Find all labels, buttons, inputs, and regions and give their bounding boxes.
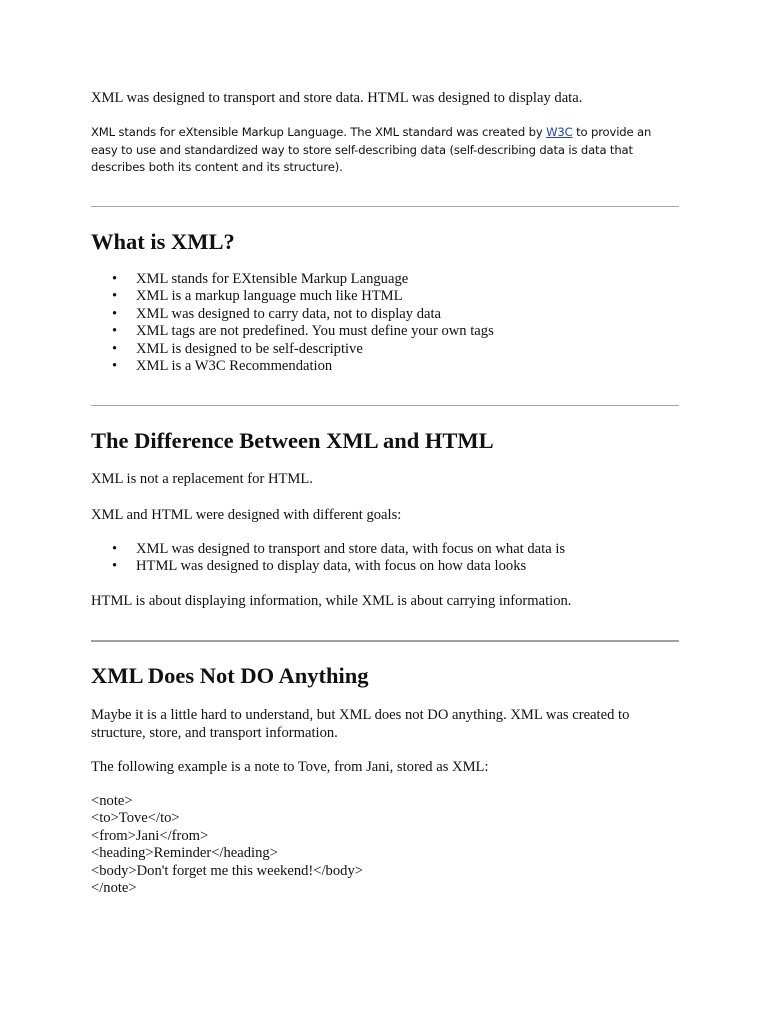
list-item: • XML is a W3C Recommendation — [112, 358, 333, 375]
list-item: • XML is a markup language much like HTML — [112, 288, 403, 305]
code-line: <body>Don't forget me this weekend!</body> — [91, 862, 363, 879]
code-line: <from>Jani</from> — [91, 827, 209, 844]
divider-3 — [91, 640, 679, 642]
list-item: • HTML was designed to display data, with focus on how data looks — [112, 558, 527, 575]
list-item: • XML is designed to be self-descriptive — [112, 340, 363, 357]
code-line: <heading>Reminder</heading> — [91, 845, 278, 862]
bullet-icon: • — [112, 305, 118, 322]
heading-does-nothing: XML Does Not DO Anything — [91, 663, 369, 688]
intro-text-before-link: XML stands for eXtensible Markup Language. The XML standard was created by — [91, 125, 547, 139]
code-line: </note> — [91, 880, 137, 897]
heading-difference: The Difference Between XML and HTML — [91, 428, 494, 453]
list-item: • XML tags are not predefined. You must define your own tags — [112, 323, 494, 340]
bullet-icon: • — [112, 323, 118, 340]
w3c-link[interactable]: W3C — [546, 125, 573, 139]
bullet-icon: • — [112, 340, 118, 357]
bullet-icon: • — [112, 358, 118, 375]
bullet-icon: • — [112, 271, 118, 287]
does-nothing-p1: Maybe it is a little hard to understand, but XML does not DO anything. XML was created to structure, store, and transport information. — [91, 707, 630, 741]
what-is-xml-list — [91, 271, 679, 375]
difference-list — [91, 541, 679, 576]
list-item: • XML stands for EXtensible Markup Language — [112, 271, 409, 287]
intro-line: XML was designed to transport and store data. HTML was designed to display data. — [91, 90, 583, 106]
bullet-icon: • — [112, 541, 118, 557]
divider-1 — [91, 206, 679, 207]
difference-p1: XML is not a replacement for HTML. — [91, 471, 313, 487]
difference-p3: HTML is about displaying information, while XML is about carrying information. — [91, 593, 572, 609]
intro-paragraph — [91, 124, 681, 177]
list-item: • XML was designed to carry data, not to display data — [112, 305, 442, 322]
does-nothing-p2: The following example is a note to Tove, from Jani, stored as XML: — [91, 759, 489, 775]
bullet-icon: • — [112, 558, 118, 575]
code-line: <to>Tove</to> — [91, 810, 180, 827]
xml-example-block — [91, 793, 363, 897]
bullet-icon: • — [112, 288, 118, 305]
heading-what-is-xml: What is XML? — [91, 229, 235, 254]
intro-text-after-link: to provide an easy to use and standardized way to store self-describing data (self-describing data is data that describes both its content and its structure). — [91, 125, 652, 174]
code-line: <note> — [91, 793, 133, 809]
divider-2 — [91, 405, 679, 406]
difference-p2: XML and HTML were designed with different goals: — [91, 507, 402, 523]
list-item: • XML was designed to transport and store data, with focus on what data is — [112, 541, 566, 557]
